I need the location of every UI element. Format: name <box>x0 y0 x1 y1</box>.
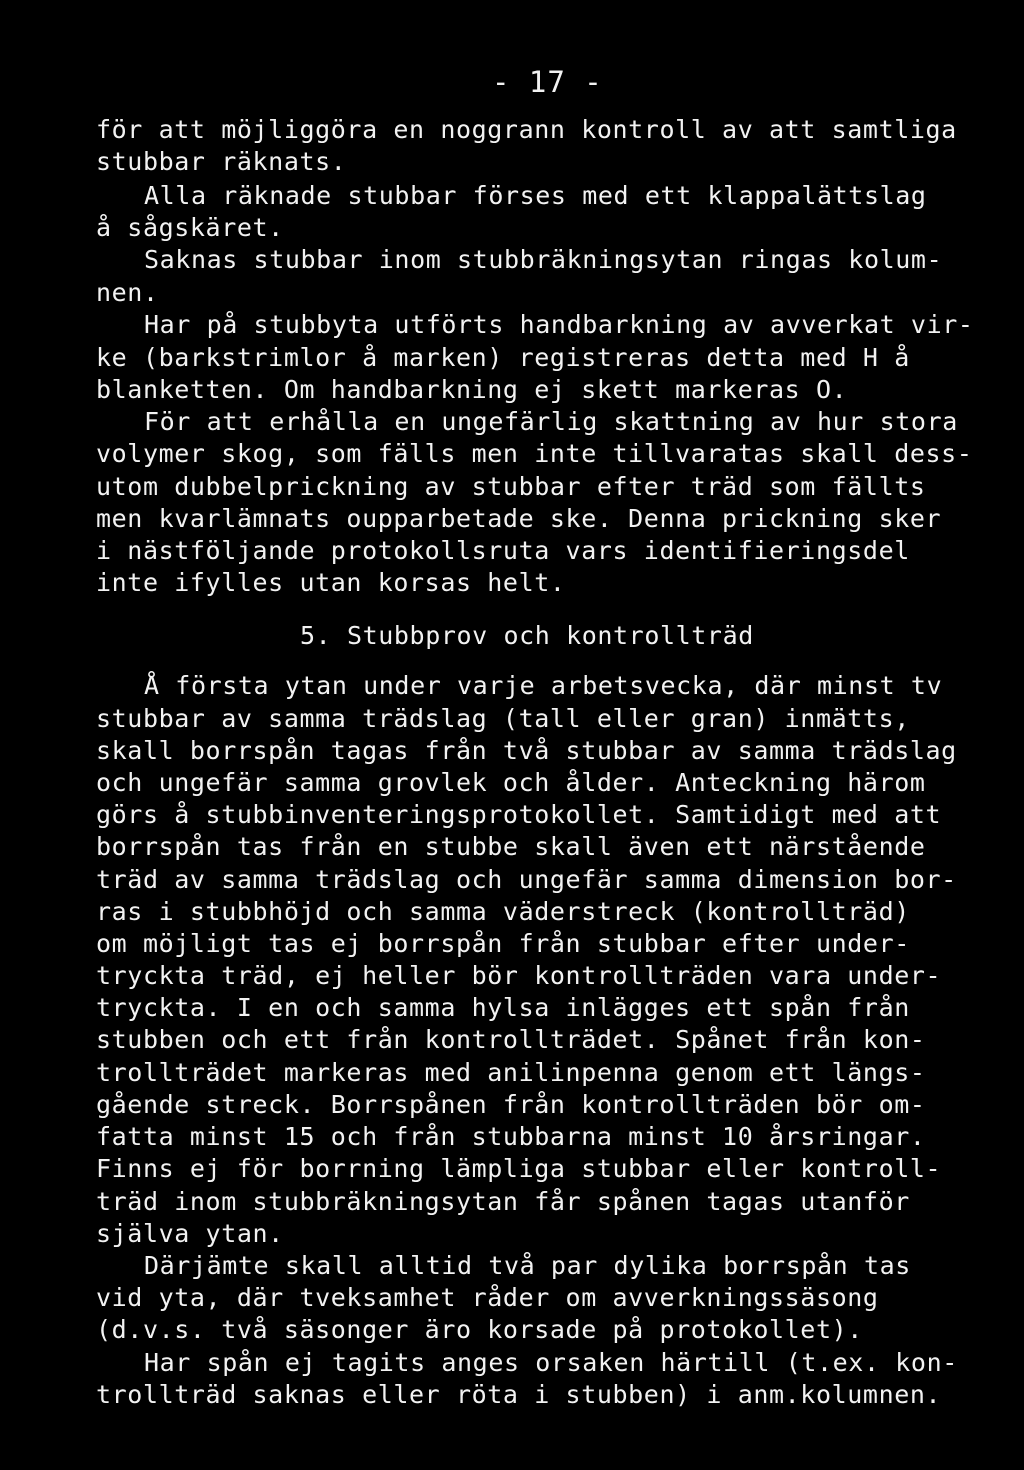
text-line: vid yta, där tveksamhet råder om avverkningssäsong <box>96 1283 879 1312</box>
text-line: trollträd saknas eller röta i stubben) i anm.kolumnen. <box>96 1380 942 1409</box>
text-line: borrspån tas från en stubbe skall även ett närstående <box>96 832 926 861</box>
text-line: Har spån ej tagits anges orsaken härtill (t.ex. kon- <box>144 1348 958 1377</box>
text-line: gående streck. Borrspånen från kontrollträden bör om- <box>96 1090 926 1119</box>
text-line: Finns ej för borrning lämpliga stubbar eller kontroll- <box>96 1154 942 1183</box>
text-line: tryckta. I en och samma hylsa inlägges ett spån från <box>96 993 910 1022</box>
text-line: skall borrspån tagas från två stubbar av samma trädslag <box>96 736 957 765</box>
text-line: Har på stubbyta utförts handbarkning av avverkat vir- <box>144 310 974 339</box>
text-line: Å första ytan under varje arbetsvecka, där minst tv <box>144 671 943 700</box>
text-line: men kvarlämnats oupparbetade ske. Denna prickning sker <box>96 504 942 533</box>
text-line: själva ytan. <box>96 1219 284 1248</box>
text-line: För att erhålla en ungefärlig skattning av hur stora <box>144 407 958 436</box>
text-line: fatta minst 15 och från stubbarna minst 10 årsringar. <box>96 1122 926 1151</box>
text-line: stubbar räknats. <box>96 147 347 176</box>
text-line: inte ifylles utan korsas helt. <box>96 568 566 597</box>
text-line: nen. <box>96 278 159 307</box>
text-line: trollträdet markeras med anilinpenna genom ett längs- <box>96 1058 926 1087</box>
text-line: om möjligt tas ej borrspån från stubbar efter under- <box>96 929 910 958</box>
text-line: Alla räknade stubbar förses med ett klappalättslag <box>144 181 927 210</box>
text-line: tryckta träd, ej heller bör kontrollträden vara under- <box>96 961 942 990</box>
section-heading: 5. Stubbprov och kontrollträd <box>300 621 754 650</box>
text-line: utom dubbelprickning av stubbar efter träd som fällts <box>96 472 926 501</box>
page-number: - 17 - <box>492 65 603 99</box>
text-line: och ungefär samma grovlek och ålder. Anteckning härom <box>96 768 926 797</box>
text-line: blanketten. Om handbarkning ej skett markeras O. <box>96 375 848 404</box>
text-line: görs å stubbinventeringsprotokollet. Samtidigt med att <box>96 800 942 829</box>
text-line: å sågskäret. <box>96 213 284 242</box>
text-line: stubben och ett från kontrollträdet. Spånet från kon- <box>96 1025 926 1054</box>
text-line: (d.v.s. två säsonger äro korsade på protokollet). <box>96 1315 863 1344</box>
text-line: träd av samma trädslag och ungefär samma dimension bor- <box>96 865 957 894</box>
text-line: Saknas stubbar inom stubbräkningsytan ringas kolum- <box>144 245 943 274</box>
text-line: Därjämte skall alltid två par dylika borrspån tas <box>144 1251 911 1280</box>
text-line: i nästföljande protokollsruta vars identifieringsdel <box>96 536 910 565</box>
text-line: ras i stubbhöjd och samma väderstreck (kontrollträd) <box>96 897 910 926</box>
text-line: stubbar av samma trädslag (tall eller gran) inmätts, <box>96 704 910 733</box>
text-line: ke (barkstrimlor å marken) registreras detta med H å <box>96 343 910 372</box>
text-line: volymer skog, som fälls men inte tillvaratas skall dess- <box>96 439 973 468</box>
text-line: träd inom stubbräkningsytan får spånen tagas utanför <box>96 1187 910 1216</box>
text-line: för att möjliggöra en noggrann kontroll av att samtliga <box>96 115 957 144</box>
